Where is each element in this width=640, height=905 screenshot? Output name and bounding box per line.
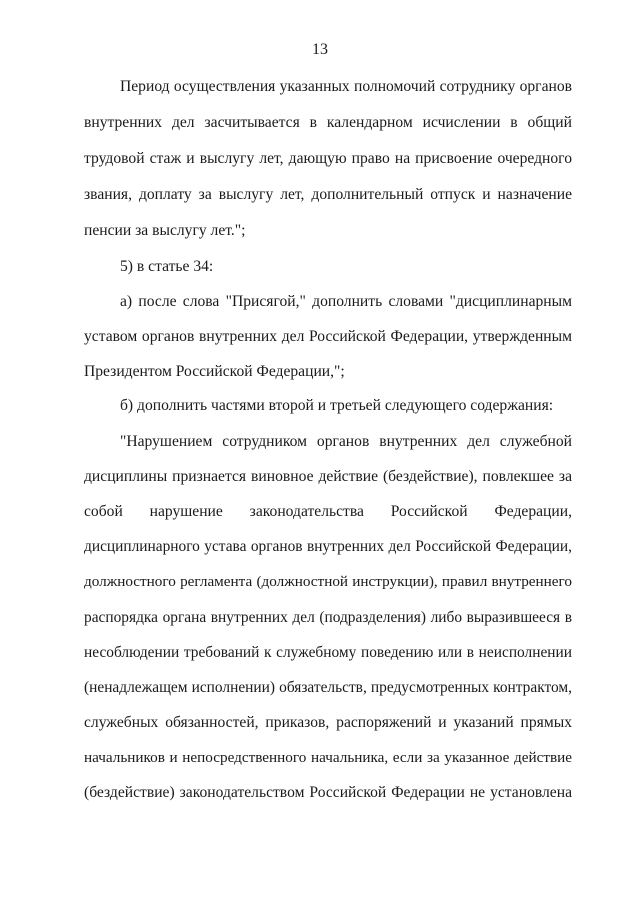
text-line: а) после слова "Присягой," дополнить словами "дисциплинарным — [120, 293, 572, 310]
text-line: трудовой стаж и выслугу лет, дающую право на присвоение очередного — [84, 150, 572, 167]
text-line: "Нарушением сотрудником органов внутренних дел служебной — [120, 433, 572, 450]
text-line: дисциплины признается виновное действие (бездействие), повлекшее за — [84, 468, 572, 485]
text-line: 5) в статье 34: — [120, 258, 214, 275]
page-number: 13 — [312, 41, 328, 58]
text-line: (бездействие) законодательством Российской Федерации не установлена — [84, 784, 572, 801]
text-line: должностного регламента (должностной инструкции), правил внутреннего — [84, 573, 572, 590]
text-line: звания, доплату за выслугу лет, дополнительный отпуск и назначение — [84, 186, 572, 203]
text-line: дисциплинарного устава органов внутренних дел Российской Федерации, — [84, 538, 572, 555]
text-line: собой нарушение законодательства Российской Федерации, — [84, 503, 572, 520]
text-line: внутренних дел засчитывается в календарном исчислении в общий — [84, 114, 572, 131]
text-line: уставом органов внутренних дел Российской Федерации, утвержденным — [84, 328, 572, 345]
text-line: пенсии за выслугу лет."; — [84, 222, 246, 239]
text-line: начальников и непосредственного начальника, если за указанное действие — [84, 749, 572, 766]
text-line: б) дополнить частями второй и третьей следующего содержания: — [120, 397, 554, 414]
text-line: служебных обязанностей, приказов, распоряжений и указаний прямых — [84, 714, 572, 731]
text-line: (ненадлежащем исполнении) обязательств, предусмотренных контрактом, — [84, 679, 572, 696]
text-line: Период осуществления указанных полномочий сотруднику органов — [120, 78, 572, 95]
text-line: несоблюдении требований к служебному поведению или в неисполнении — [84, 644, 572, 661]
text-line: распорядка органа внутренних дел (подразделения) либо выразившееся в — [84, 609, 572, 626]
text-line: Президентом Российской Федерации,"; — [84, 363, 345, 380]
